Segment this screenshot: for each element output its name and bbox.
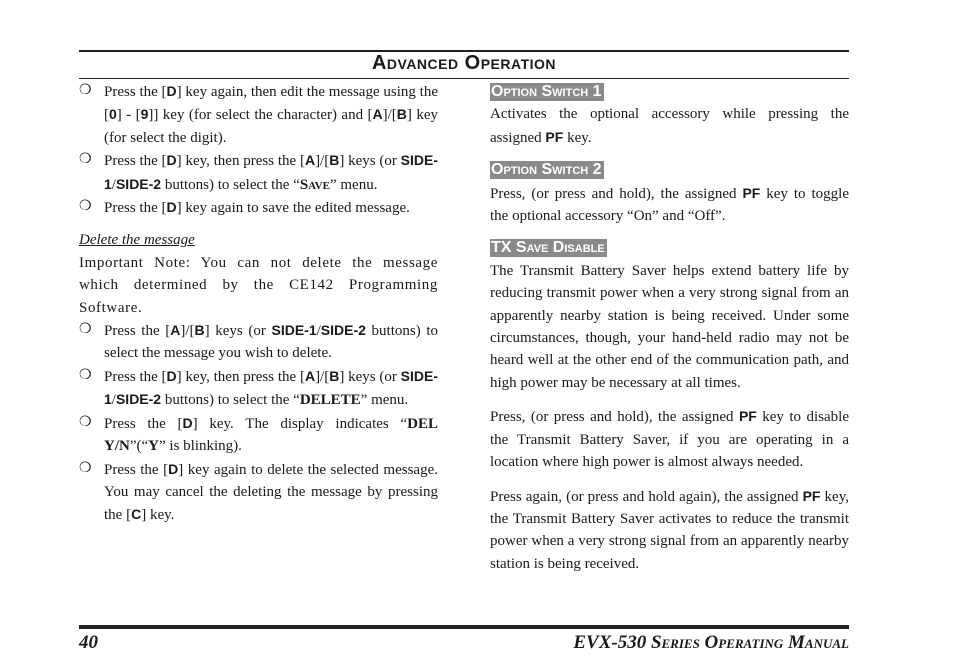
delete-subheading: Delete the message [79, 232, 195, 249]
footer-rule [79, 625, 849, 629]
left-column [79, 80, 438, 527]
tx-save-paragraph-3: Press again, (or press and hold again), the assigned PF key, the Transmit Battery Saver activates to reduce the transmit power when a very strong signal from an apparently nearby station is being received. [490, 487, 849, 572]
circle-bullet-icon: ❍ [79, 83, 92, 98]
circle-bullet-icon: ❍ [79, 414, 92, 430]
option-switch-1-heading: Option Switch 1 [491, 83, 602, 100]
option-switch-2-heading: Option Switch 2 [491, 161, 602, 179]
right-column [490, 80, 849, 575]
important-note: Important Note: You can not delete the message which determined by the CE142 Programming Software. [79, 254, 438, 316]
list-item: ❍ Press the [D] key again, then edit the message using the [0] - [9]] key (for select the character) and [A]/[B] key (for select the digit). [79, 80, 438, 149]
tx-save-paragraph-1: The Transmit Battery Saver helps extend battery life by reducing transmit power when a very strong signal from an apparently nearby station is being received. Under some circumstances, though, your hand-held radio may not be heard well at the other end of the communication path, and high power may be necessary at all times. [490, 262, 849, 391]
circle-bullet-icon: ❍ [79, 152, 92, 168]
list-item: ❍ Press the [D] key, then press the [A]/[B] keys (or SIDE-1/SIDE-2 buttons) to select the “DELETE” menu. [79, 365, 438, 412]
list-item: ❍ Press the [D] key again to save the edited message. [79, 196, 438, 219]
manual-title: EVX-530 Series Operating Manual [573, 632, 849, 653]
edit-steps-list [79, 80, 438, 219]
list-item: ❍ Press the [D] key. The display indicates “DEL Y/N”(“Y” is blinking). [79, 412, 438, 458]
circle-bullet-icon: ❍ [79, 367, 92, 383]
list-item: ❍ Press the [D] key again to delete the selected message. You may cancel the deleting the message by pressing the [C] key. [79, 458, 438, 527]
option-switch-2-text: Press, (or press and hold), the assigned PF key to toggle the optional accessory “On” and “Off”. [490, 184, 849, 225]
tx-save-disable-heading: TX Save Disable [491, 239, 605, 257]
list-item: ❍ Press the [A]/[B] keys (or SIDE-1/SIDE-2 buttons) to select the message you wish to delete. [79, 319, 438, 365]
circle-bullet-icon: ❍ [79, 322, 92, 338]
list-item: ❍ Press the [D] key, then press the [A]/[B] keys (or SIDE-1/SIDE-2 buttons) to select the “Save” menu. [79, 149, 438, 196]
page-title: Advanced Operation [371, 52, 557, 74]
header-bottom-rule [79, 78, 849, 79]
page-number: 40 [79, 632, 98, 653]
circle-bullet-icon: ❍ [79, 460, 92, 476]
option-switch-1-text: Activates the optional accessory while pressing the assigned PF key. [490, 106, 849, 146]
tx-save-paragraph-2: Press, (or press and hold), the assigned PF key to disable the Transmit Battery Saver, if you are operating in a location where high power is almost always needed. [490, 408, 849, 471]
delete-steps-list [79, 319, 438, 527]
circle-bullet-icon: ❍ [79, 199, 92, 215]
